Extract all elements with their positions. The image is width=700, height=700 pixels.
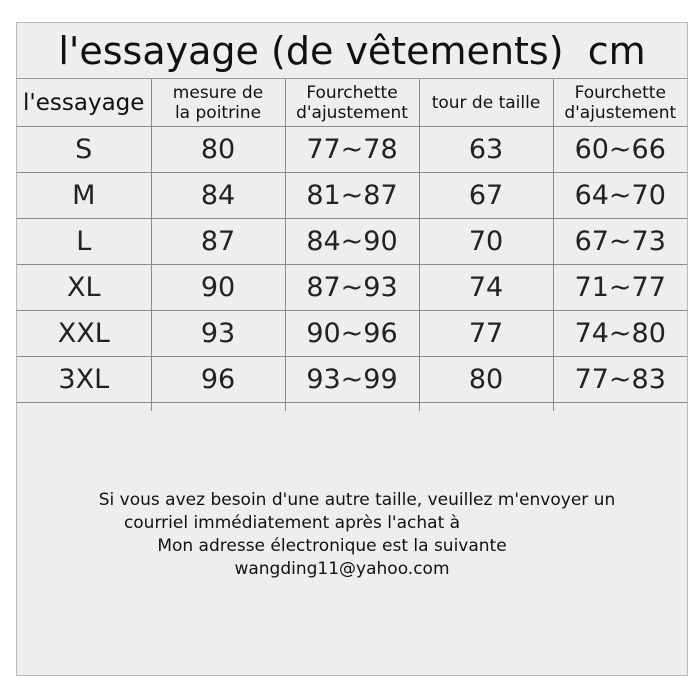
table-cell: 84~90 (285, 219, 419, 265)
table-body (17, 127, 687, 403)
size-table (17, 79, 687, 403)
size-label-cell: S (17, 127, 151, 173)
note-line: Mon adresse électronique est la suivante (157, 536, 507, 556)
contact-note (17, 489, 687, 581)
table-cell: 80 (419, 357, 553, 403)
header-waist-range: Fourchette d'ajustement (553, 79, 687, 127)
contact-email: wangding11@yahoo.com (234, 559, 450, 579)
table-row (17, 311, 687, 357)
column-tick (419, 403, 420, 411)
table-cell: 93~99 (285, 357, 419, 403)
table-cell: 81~87 (285, 173, 419, 219)
table-cell: 80 (151, 127, 285, 173)
table-cell: 63 (419, 127, 553, 173)
column-tick (285, 403, 286, 411)
table-cell: 74~80 (553, 311, 687, 357)
header-fitting: l'essayage (17, 79, 151, 127)
table-cell: 74 (419, 265, 553, 311)
header-chest: mesure de la poitrine (151, 79, 285, 127)
table-row (17, 173, 687, 219)
note-line: Si vous avez besoin d'une autre taille, veuillez m'envoyer un (98, 490, 616, 510)
table-cell: 77~83 (553, 357, 687, 403)
table-cell: 90~96 (285, 311, 419, 357)
table-row (17, 357, 687, 403)
size-label-cell: XL (17, 265, 151, 311)
header-chest-range: Fourchette d'ajustement (285, 79, 419, 127)
size-label-cell: L (17, 219, 151, 265)
table-cell: 60~66 (553, 127, 687, 173)
header-waist: tour de taille (419, 79, 553, 127)
table-cell: 70 (419, 219, 553, 265)
column-tick (151, 403, 152, 411)
size-label-cell: XXL (17, 311, 151, 357)
table-bottom-ticks (17, 403, 687, 411)
table-cell: 77 (419, 311, 553, 357)
table-cell: 90 (151, 265, 285, 311)
chart-title: l'essayage (de vêtements) cm (17, 23, 687, 79)
table-row (17, 219, 687, 265)
table-cell: 84 (151, 173, 285, 219)
table-row (17, 265, 687, 311)
table-cell: 67 (419, 173, 553, 219)
table-cell: 87~93 (285, 265, 419, 311)
size-label-cell: M (17, 173, 151, 219)
column-tick (553, 403, 554, 411)
size-chart-sheet (16, 22, 688, 676)
note-line: courriel immédiatement après l'achat à (123, 513, 461, 533)
table-cell: 67~73 (553, 219, 687, 265)
table-header-row (17, 79, 687, 127)
table-cell: 71~77 (553, 265, 687, 311)
size-label-cell: 3XL (17, 357, 151, 403)
table-cell: 77~78 (285, 127, 419, 173)
table-cell: 96 (151, 357, 285, 403)
table-cell: 93 (151, 311, 285, 357)
table-cell: 64~70 (553, 173, 687, 219)
table-row (17, 127, 687, 173)
table-cell: 87 (151, 219, 285, 265)
